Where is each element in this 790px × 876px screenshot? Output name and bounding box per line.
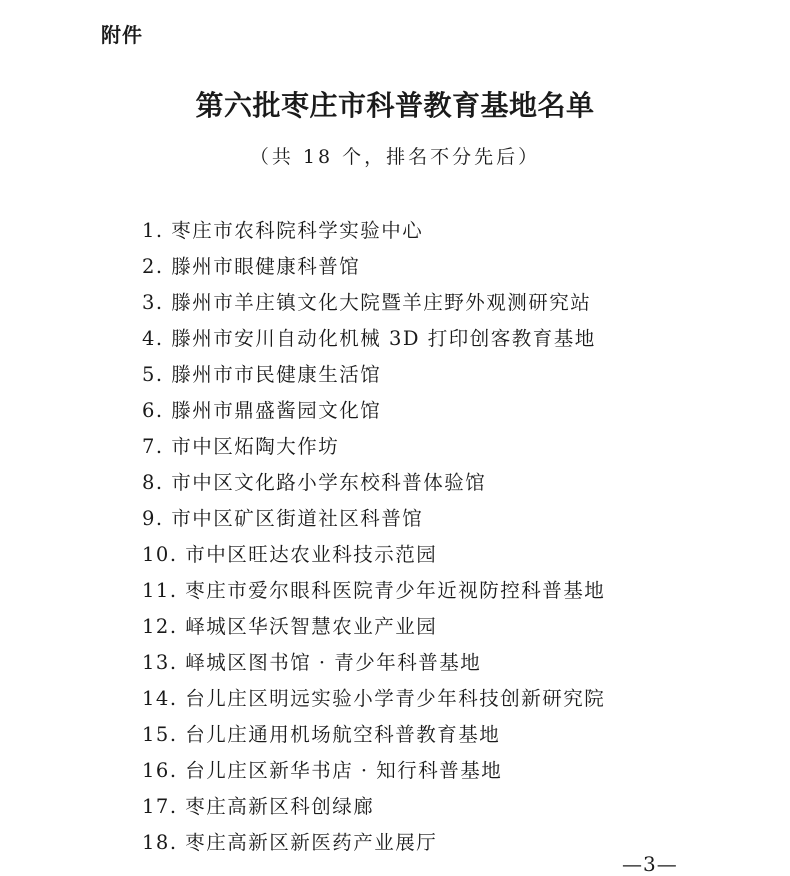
- attachment-label: 附件: [101, 23, 143, 47]
- base-list: [142, 213, 605, 861]
- list-item: 5. 滕州市市民健康生活馆: [142, 363, 382, 386]
- document-title: 第六批枣庄市科普教育基地名单: [195, 89, 595, 122]
- list-item: 17. 枣庄高新区科创绿廊: [142, 795, 375, 818]
- list-item: 12. 峄城区华沃智慧农业产业园: [142, 615, 438, 638]
- list-item: 9. 市中区矿区街道社区科普馆: [142, 507, 424, 530]
- list-item: 4. 滕州市安川自动化机械 3D 打印创客教育基地: [142, 327, 596, 350]
- list-item: 11. 枣庄市爱尔眼科医院青少年近视防控科普基地: [142, 579, 606, 602]
- list-item: 18. 枣庄高新区新医药产业展厅: [142, 831, 438, 854]
- list-item: 14. 台儿庄区明远实验小学青少年科技创新研究院: [142, 687, 606, 710]
- list-item: 6. 滕州市鼎盛酱园文化馆: [142, 399, 382, 422]
- list-item: 3. 滕州市羊庄镇文化大院暨羊庄野外观测研究站: [142, 291, 592, 314]
- list-item: 10. 市中区旺达农业科技示范园: [142, 543, 438, 566]
- page-number: —3—: [622, 852, 678, 876]
- list-item: 15. 台儿庄通用机场航空科普教育基地: [142, 723, 501, 746]
- list-item: 2. 滕州市眼健康科普馆: [142, 255, 361, 278]
- list-item: 7. 市中区炻陶大作坊: [142, 435, 340, 458]
- list-item: 16. 台儿庄区新华书店 · 知行科普基地: [142, 759, 503, 782]
- document-subtitle: （共 18 个，排名不分先后）: [249, 146, 541, 168]
- list-item: 8. 市中区文化路小学东校科普体验馆: [142, 471, 487, 494]
- list-item: 13. 峄城区图书馆 · 青少年科普基地: [142, 651, 482, 674]
- list-item: 1. 枣庄市农科院科学实验中心: [142, 219, 424, 242]
